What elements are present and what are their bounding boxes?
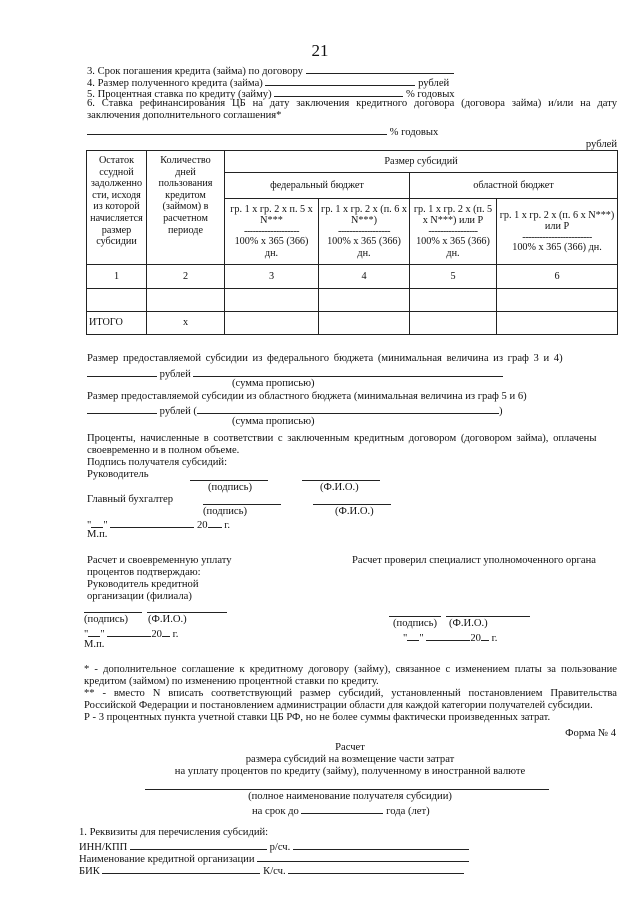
authority-signature-caption: (подпись) [393, 618, 437, 629]
item-6-line2: заключения дополнительного соглашения* [87, 110, 282, 121]
day-field[interactable] [407, 630, 419, 641]
signature-title: Подпись получателя субсидий: [87, 457, 228, 468]
head-signature-caption: (подпись) [208, 482, 252, 493]
column-number: 5 [410, 265, 497, 289]
formula-numerator: гр. 1 х гр. 2 х п. 5 х N*** [230, 203, 313, 227]
formula-col3 [225, 199, 319, 265]
authority-fio-caption: (Ф.И.О.) [449, 618, 488, 629]
form4-subtitle1: размера субсидий на возмещение части затрат [245, 754, 455, 765]
year-field[interactable] [208, 517, 222, 528]
table-cell[interactable] [410, 312, 497, 335]
table-row [87, 289, 618, 312]
bank-fio-line[interactable] [147, 612, 227, 613]
recipient-name-line[interactable] [145, 789, 549, 790]
item-4-unit: рублей [418, 78, 450, 89]
day-field[interactable] [91, 517, 103, 528]
bank-confirm-line1: Расчет и своевременную уплату [87, 555, 232, 566]
footnote-2-line2: Российской Федерации и постановлением администрации области для каждой категории получателей субсидии. [84, 700, 593, 711]
authority-signature-line[interactable] [389, 616, 441, 617]
header-subsidy-size: Размер субсидий [225, 151, 618, 173]
authority-check-title: Расчет проверил специалист уполномоченного органа [352, 555, 596, 566]
column-number: 3 [225, 265, 319, 289]
table-cell[interactable] [147, 289, 225, 312]
column-number: 1 [87, 265, 147, 289]
footnote-1-line1: * - дополнительное соглашение к кредитному договору (займу), связанное с изменением платы за пользование [84, 664, 617, 675]
formula-numerator: гр. 1 х гр. 2 х (п. 6 х N***) [321, 203, 407, 227]
year-prefix: 20 [151, 629, 162, 640]
formula-denominator: 100% х 365 (366) дн. [512, 241, 602, 253]
month-field[interactable] [107, 626, 151, 637]
form4-subtitle2: на уплату процентов по кредиту (займу), полученному в иностранной валюте [174, 766, 526, 777]
corr-account-field[interactable] [288, 863, 464, 874]
bik-field[interactable] [102, 863, 260, 874]
formula-denominator: 100% х 365 (366) дн. [234, 236, 309, 259]
accountant-fio-caption: (Ф.И.О.) [335, 506, 374, 517]
year-suffix: г. [172, 629, 179, 640]
column-number: 6 [497, 265, 618, 289]
year-prefix: 20 [196, 520, 208, 531]
head-signature-line[interactable] [190, 480, 268, 481]
bik-line [79, 863, 464, 879]
year-prefix: 20 [470, 633, 481, 644]
item-4-label: 4. Размер полученного кредита (займа) [87, 78, 263, 89]
formula-divider: ----------------- [428, 226, 478, 237]
loan-term-field[interactable] [306, 63, 454, 74]
accountant-label: Главный бухгалтер [87, 494, 174, 505]
footnote-2-line1: ** - вместо N вписать соответствующий размер субсидий, установленный постановлением Правительства [84, 688, 617, 699]
table-cell: х [147, 312, 225, 335]
federal-amount-field[interactable] [87, 366, 157, 377]
total-row [87, 312, 618, 335]
regional-amount-words-field[interactable] [197, 403, 499, 414]
header-federal-budget: федеральный бюджет [225, 173, 410, 199]
formula-divider: ------------------ [337, 226, 391, 237]
formula-col4 [319, 199, 410, 265]
header-loan-balance: Остаток ссудной задолженно сти, исходя из которой начисляется размер субсидии [87, 151, 147, 265]
item-6-unit: % годовых [389, 127, 439, 138]
federal-sum-caption: (сумма прописью) [232, 378, 315, 389]
term-suffix: года (лет) [386, 806, 430, 817]
regional-sum-caption: (сумма прописью) [232, 416, 315, 427]
formula-denominator: 100% х 365 (366) дн. [416, 236, 490, 259]
bank-signature-caption: (подпись) [84, 614, 128, 625]
bank-fio-caption: (Ф.И.О.) [148, 614, 187, 625]
quote-open: " [87, 520, 92, 531]
authority-fio-line[interactable] [446, 616, 530, 617]
form-number: Форма № 4 [565, 728, 616, 739]
accountant-fio-line[interactable] [313, 504, 391, 505]
refinancing-rate-field[interactable] [87, 124, 387, 135]
quote-close: " [103, 520, 108, 531]
month-field[interactable] [426, 630, 470, 641]
bank-name-label: Наименование кредитной организации [79, 854, 255, 865]
formula-numerator: гр. 1 х гр. 2 х (п. 5 х N***) или Р [413, 203, 493, 227]
federal-amount-text: Размер предоставляемой субсидии из федерального бюджета (минимальная величина из граф 3 и 4) [87, 353, 563, 364]
quote-open: " [84, 629, 89, 640]
statement-date [87, 517, 230, 533]
month-field[interactable] [110, 517, 194, 528]
column-numbers-row [87, 265, 618, 289]
quote-close: " [100, 629, 105, 640]
bank-confirm-line2: процентов подтверждаю: [87, 567, 201, 578]
table-cell[interactable] [319, 312, 410, 335]
table-unit-label: рублей [585, 139, 617, 150]
quote-close: " [419, 633, 424, 644]
statement-line2: своевременно и в полном объеме. [87, 445, 240, 456]
item-5-label: 5. Процентная ставка по кредиту (займу) [87, 89, 272, 100]
formula-col6 [497, 199, 618, 265]
formula-numerator: гр. 1 х гр. 2 х (п. 6 х N***) или Р [499, 209, 615, 233]
column-number: 4 [319, 265, 410, 289]
formula-divider: ------------------------ [522, 231, 592, 243]
table-cell[interactable] [497, 312, 618, 335]
corr-account-label: К/сч. [263, 866, 286, 877]
bank-stamp-label: М.п. [84, 639, 105, 650]
requisites-title: 1. Реквизиты для перечисления субсидий: [79, 827, 269, 838]
column-number: 2 [147, 265, 225, 289]
regional-amount-field[interactable] [87, 403, 157, 414]
statement-line1: Проценты, начисленные в соответствии с заключенным кредитным договором (договором займа), оплачены [87, 433, 597, 444]
bank-signature-line[interactable] [84, 612, 142, 613]
account-label: р/сч. [269, 842, 291, 853]
bank-confirm-line3: Руководитель кредитной [87, 579, 199, 590]
table-cell[interactable] [410, 289, 497, 312]
term-field[interactable] [301, 803, 383, 814]
stamp-label: М.п. [87, 529, 108, 540]
regional-close: ) [498, 406, 503, 417]
year-field[interactable] [162, 626, 170, 637]
year-suffix: г. [491, 633, 498, 644]
regional-amount-text: Размер предоставляемой субсидии из областного бюджета (минимальная величина из граф 5 и 6) [87, 391, 527, 402]
term-line [252, 803, 430, 819]
footnote-3: Р - 3 процентных пункта учетной ставки ЦБ РФ, но не более суммы фактически произведенных затрат. [84, 712, 551, 723]
item-6-line1: 6. Ставка рефинансирования ЦБ на дату заключения кредитного договора (договора займа) и/или на дату [87, 98, 617, 109]
account-field[interactable] [293, 839, 469, 850]
day-field[interactable] [88, 626, 100, 637]
inn-label: ИНН/КПП [79, 842, 128, 853]
item-6-rate [87, 124, 438, 140]
subsidy-table [86, 150, 618, 335]
accountant-signature-caption: (подпись) [203, 506, 247, 517]
table-cell[interactable] [497, 289, 618, 312]
inn-field[interactable] [130, 839, 267, 850]
bik-label: БИК [79, 866, 100, 877]
regional-unit: рублей ( [159, 406, 197, 417]
form4-title: Расчет [335, 742, 365, 753]
table-cell[interactable] [225, 289, 319, 312]
term-prefix: на срок до [252, 806, 299, 817]
total-label: ИТОГО [87, 312, 147, 335]
table-cell[interactable] [319, 289, 410, 312]
interest-rate-field[interactable] [274, 86, 403, 97]
item-5-unit: % годовых [405, 89, 455, 100]
formula-denominator: 100% х 365 (366) дн. [327, 236, 401, 259]
header-days-used: Количество дней пользования кредитом (займом) в расчетном периоде [147, 151, 225, 265]
formula-col5 [410, 199, 497, 265]
item-3-label: 3. Срок погашения кредита (займа) по договору [87, 66, 303, 77]
federal-unit: рублей [159, 369, 191, 380]
table-cell[interactable] [87, 289, 147, 312]
head-fio-line[interactable] [302, 480, 380, 481]
accountant-signature-line[interactable] [203, 504, 281, 505]
head-label: Руководитель [87, 469, 149, 480]
bank-confirm-line4: организации (филиала) [87, 591, 192, 602]
table-cell[interactable] [225, 312, 319, 335]
recipient-caption: (полное наименование получателя субсидии) [248, 791, 452, 802]
quote-open: " [403, 633, 408, 644]
page-number: 21 [311, 41, 329, 60]
federal-amount-words-field[interactable] [193, 366, 503, 377]
formula-divider: ------------------- [244, 226, 299, 237]
bank-name-field[interactable] [257, 851, 469, 862]
header-regional-budget: областной бюджет [410, 173, 618, 199]
year-field[interactable] [481, 630, 489, 641]
authority-date [403, 630, 497, 646]
head-fio-caption: (Ф.И.О.) [320, 482, 359, 493]
year-suffix: г. [224, 520, 231, 531]
footnote-1-line2: кредитом (займом) по изменению процентной ставки по кредиту. [84, 676, 379, 687]
loan-amount-field[interactable] [265, 75, 415, 86]
